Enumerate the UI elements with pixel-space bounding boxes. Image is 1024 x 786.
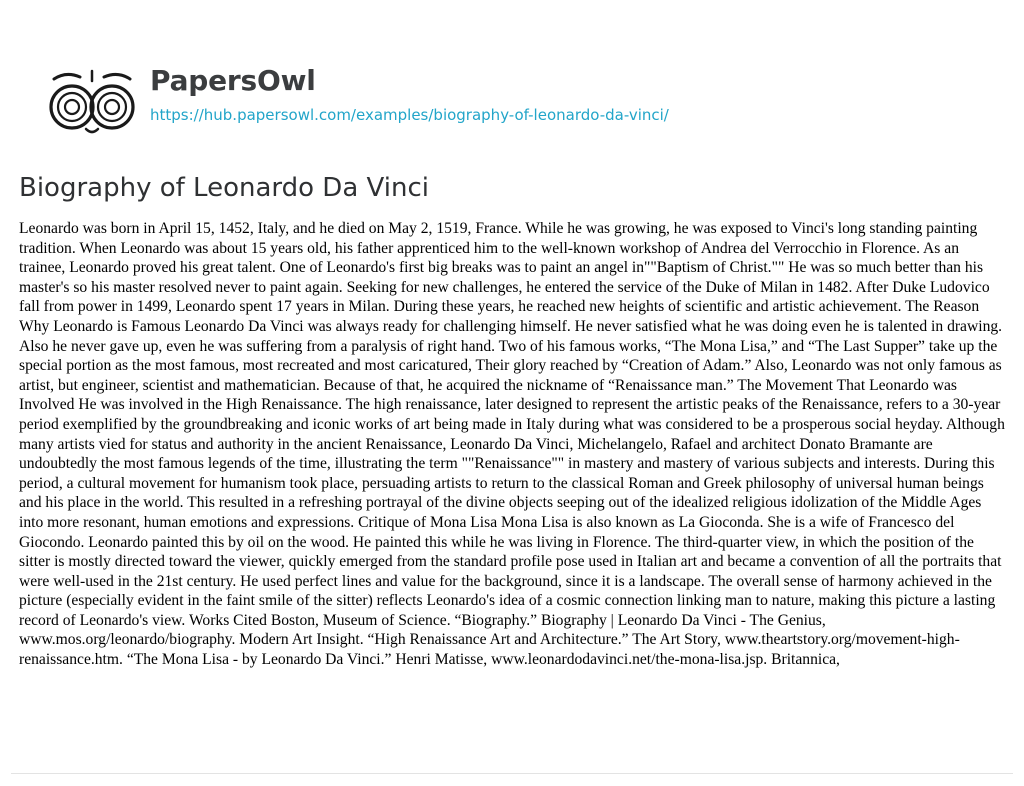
site-header xyxy=(0,0,1024,160)
source-url-link[interactable]: https://hub.papersowl.com/examples/biography-of-leonardo-da-vinci/ xyxy=(150,106,669,124)
footer-divider xyxy=(11,773,1013,774)
article-body: Leonardo was born in April 15, 1452, Italy, and he died on May 2, 1519, France. While he was growing, he was exposed to Vinci's long standing painting tradition. When Leonardo was about 15 years old, his father apprenticed him to the well-known workshop of Andrea del Verrocchio in Florence. As an trainee, Leonardo proved his great talent. One of Leonardo's first big breaks was to paint an angel in""Baptism of Christ."" He was so much better than his master's so his master resolved never to paint again. Seeking for new challenges, he entered the service of the Duke of Milan in 1482. After Duke Ludovico fall from power in 1499, Leonardo spent 17 years in Milan. During these years, he reached new heights of scientific and artistic achievement. The Reason Why Leonardo is Famous Leonardo Da Vinci was always ready for challenging himself. He never satisfied what he was doing even he is talented in drawing. Also he never gave up, even he was suffering from a paralysis of right hand. Two of his famous works, “The Mona Lisa,” and “The Last Supper” take up the special portion as the most famous, most recreated and most caricatured, Their glory reached by “Creation of Adam.” Also, Leonardo was not only famous as artist, but engineer, scientist and mathematician. Because of that, he acquired the nickname of “Renaissance man.” The Movement That Leonardo was Involved He was involved in the High Renaissance. The high renaissance, later designed to represent the artistic peaks of the Renaissance, refers to a 30-year period exemplified by the groundbreaking and iconic works of art being made in Italy during what was considered to be a prosperous social heyday. Although many artists vied for status and authority in the ancient Renaissance, Leonardo Da Vinci, Michelangelo, Rafael and architect Donato Bramante are undoubtedly the most famous legends of the time, illustrating the term ""Renaissance"" in mastery and mastery of various subjects and interests. During this period, a cultural movement for humanism took place, persuading artists to return to the classical Roman and Greek philosophy of universal human beings and his place in the world. This resulted in a refreshing portrayal of the divine objects seeping out of the idealized religious idolization of the Middle Ages into more resonant, human emotions and expressions. Critique of Mona Lisa Mona Lisa is also known as La Gioconda. She is a wife of Francesco del Giocondo. Leonardo painted this by oil on the wood. He painted this while he was living in Florence. The third-quarter view, in which the position of the sitter is mostly directed toward the viewer, quickly emerged from the standard profile pose used in Italian art and became a convention of all the portraits that were well-used in the 21st century. He used perfect lines and value for the background, since it is a landscape. The overall sense of harmony achieved in the picture (especially evident in the faint smile of the sitter) reflects Leonardo's idea of a cosmic connection linking man to nature, making this picture a lasting record of Leonardo's view. Works Cited Boston, Museum of Science. “Biography.” Biography | Leonardo Da Vinci - The Genius, www.mos.org/leonardo/biography. Modern Art Insight. “High Renaissance Art and Architecture.” The Art Story, www.theartstory.org/movement-high-renaissance.htm. “The Mona Lisa - by Leonardo Da Vinci.” Henri Matisse, www.leonardodavinci.net/the-mona-lisa.jsp. Britannica, xyxy=(19,220,1005,669)
brand-name: PapersOwl xyxy=(150,64,316,97)
owl-eyes-icon xyxy=(44,67,140,139)
page-title: Biography of Leonardo Da Vinci xyxy=(19,173,429,203)
